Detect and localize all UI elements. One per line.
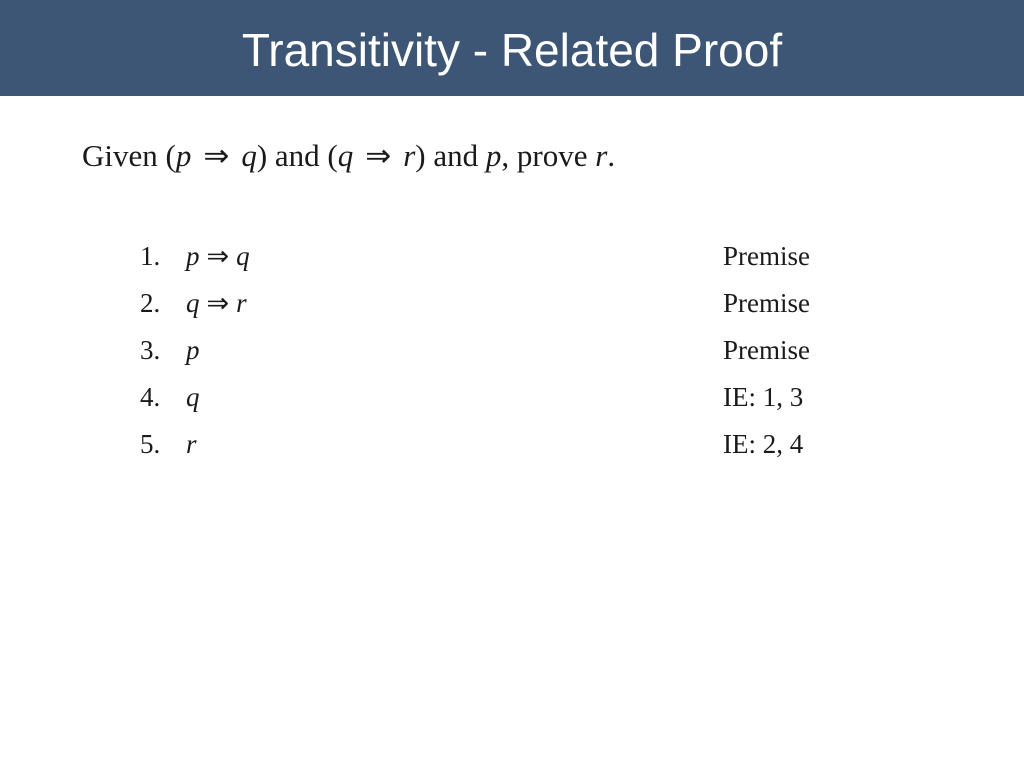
implies-symbol: ⇒	[203, 138, 230, 173]
formula-lhs: p	[186, 335, 200, 365]
step-number: 2.	[140, 288, 161, 318]
proof-step	[0, 241, 1024, 281]
step-justification: IE: 2, 4	[723, 429, 804, 459]
proof-step	[0, 288, 1024, 328]
step-justification: Premise	[723, 241, 810, 271]
variable-q: q	[241, 138, 257, 173]
step-formula	[186, 382, 200, 413]
variable-p: p	[485, 138, 502, 173]
variable-r: r	[403, 138, 416, 173]
given-text: , prove	[501, 138, 596, 173]
variable-r: r	[595, 138, 608, 173]
step-justification: Premise	[723, 288, 810, 318]
formula-lhs: q	[186, 288, 200, 318]
formula-lhs: r	[186, 429, 197, 459]
proof-step	[0, 335, 1024, 375]
implies-symbol: ⇒	[206, 288, 230, 318]
step-number: 4.	[140, 382, 161, 412]
step-formula	[186, 288, 247, 319]
formula-lhs: p	[186, 241, 200, 271]
step-number: 5.	[140, 429, 161, 459]
slide-title: Transitivity - Related Proof	[241, 24, 783, 76]
step-formula	[186, 335, 200, 366]
implies-symbol: ⇒	[206, 241, 230, 271]
proof-step	[0, 429, 1024, 469]
given-text: .	[607, 138, 616, 173]
step-number: 1.	[140, 241, 161, 271]
proof-step	[0, 382, 1024, 422]
formula-lhs: q	[186, 382, 200, 412]
variable-q: q	[337, 138, 354, 173]
given-statement	[82, 138, 615, 174]
given-text: Given (	[82, 138, 176, 173]
step-formula	[186, 241, 250, 272]
variable-p: p	[175, 138, 192, 173]
step-number: 3.	[140, 335, 161, 365]
given-text: ) and (	[256, 138, 338, 173]
formula-rhs: r	[236, 288, 247, 318]
formula-rhs: q	[236, 241, 250, 271]
given-text: ) and	[415, 138, 486, 173]
step-justification: Premise	[723, 335, 810, 365]
step-justification: IE: 1, 3	[723, 382, 804, 412]
step-formula	[186, 429, 197, 460]
implies-symbol: ⇒	[365, 138, 392, 173]
title-bar	[0, 0, 1024, 96]
